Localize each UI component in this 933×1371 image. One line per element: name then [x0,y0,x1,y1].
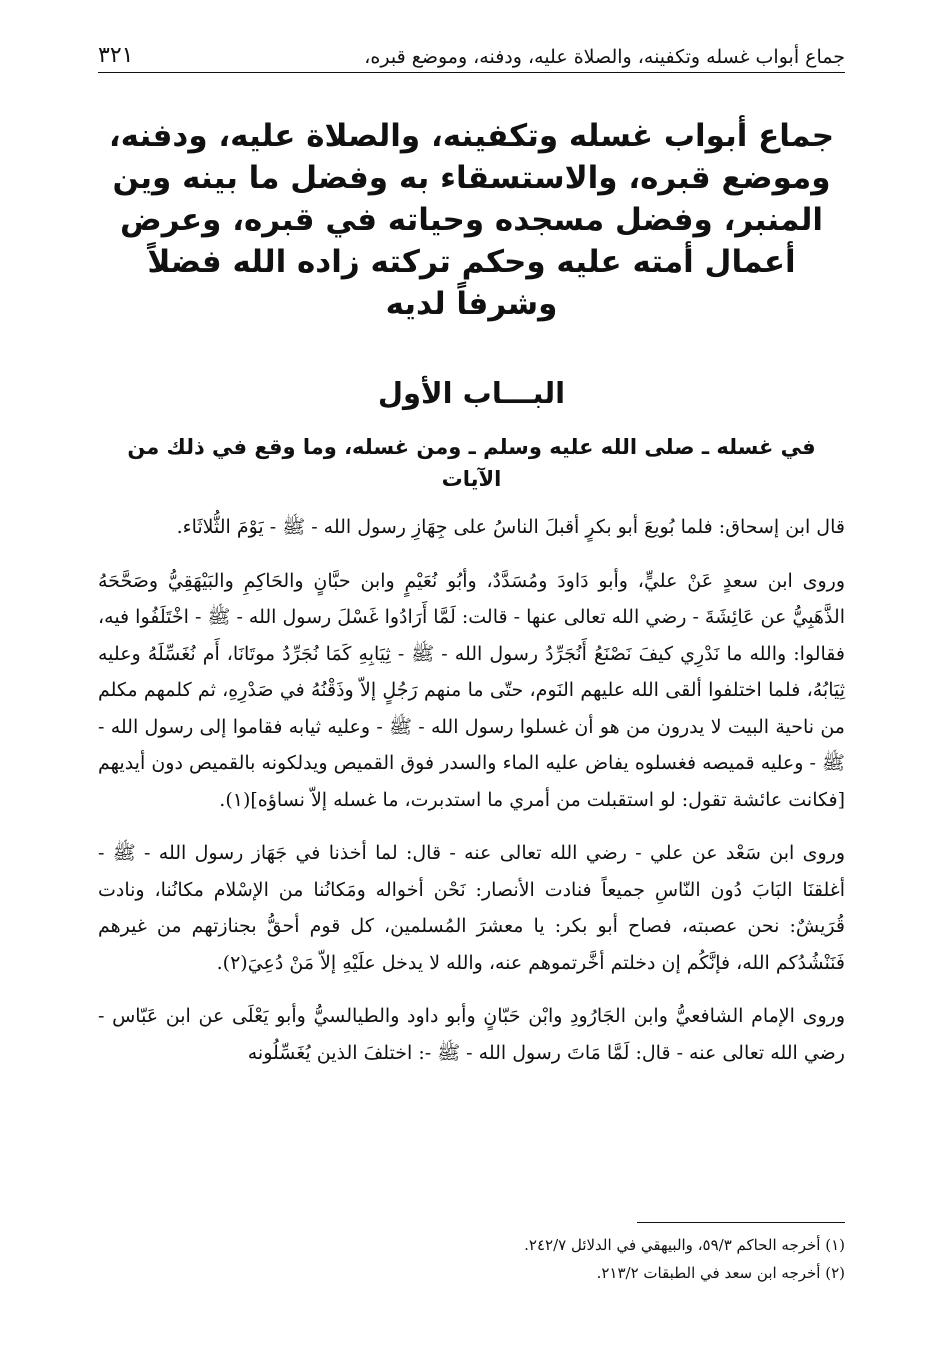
main-title: جماع أبواب غسله وتكفينه، والصلاة عليه، ودفنه، وموضع قبره، والاستسقاء به وفضل ما بينه وين المنبر، وفضل مسجده وحياته في قبره، وعرض أعمال أمته عليه وحكم تركته زاده الله فضلاً وشرفاً لديه [108,118,835,322]
page-number: ٣٢١ [98,43,134,68]
chapter-title: البـــاب الأول [377,376,566,410]
running-header [98,32,845,73]
section-title: في غسله ـ صلى الله عليه وسلم ـ ومن غسله، وما وقع في ذلك من الآيات [127,435,816,491]
paragraph-1: قال ابن إسحاق: فلما بُويعَ أبو بكرٍ أقبلَ الناسُ على جِهَازِ رسول الله - ﷺ - يَوْمَ الثُّلاثَاء. [176,516,845,538]
footnote-2: (٢) أخرجه ابن سعد في الطبقات ٢١٣/٢. [596,1264,845,1282]
running-header-title: جماع أبواب غسله وتكفينه، والصلاة عليه، ودفنه، وموضع قبره، [364,46,845,68]
paragraph-4: وروى الإمام الشافعيُّ وابن الجَارُودِ وابْن حَبّانٍ وأبو داود والطيالسيُّ وأبو يَعْلَى عن ابن عَبّاس - رضي الله تعالى عنه - قال: لَمَّا مَاتَ رسول الله - ﷺ -: اختلفَ الذين يُغَسِّلُونه [98,1005,845,1064]
footnote-divider [637,1222,845,1223]
paragraph-2: وروى ابن سعدٍ عَنْ عليٍّ، وأبو دَاودَ ومُسَدَّدٌ، وأبُو نُعَيْمٍ وابن حبَّانٍ والحَاكِمِ والبَيْهَقِيُّ وصَحَّحَهُ الذَّهَبِيُّ عن عَائِشَةَ - رضي الله تعالى عنها - قالت: لَمَّا أَرَادُوا غَسْلَ رسول الله - ﷺ - اخْتَلَفُوا فيه، فقالوا: والله ما نَدْرِي كيفَ نَصْنَعُ أَنُجَرِّدُ رسول الله - ﷺ - ثِيَابِهِ كَمَا نُجَرِّدُ موتَانَا، أَم نُغَسِّلَهُ وعليه ثِيَابُهُ، فلما اختلفوا ألقى الله عليهم النَوم، حتّى ما منهم رَجُلٍ إلاّ وذَقْنُهُ في صَدْرِهِ، ثم كلمهم مكلم من ناحية البيت لا يدرون من هو أن غسلوا رسول الله - ﷺ - وعليه ثيابه فقاموا إلى رسول الله - ﷺ - وعليه قميصه فغسلوه يفاض عليه الماء والسدر فوق القميص ويدلكونه بالقميص دون أيديهم [فكانت عائشة تقول: لو استقبلت من أمري ما استدبرت، ما غسله إلاّ نساؤه](١). [98,569,845,811]
footnote-1: (١) أخرجه الحاكم ٥٩/٣، والبيهقي في الدلائل ٢٤٢/٧. [524,1236,845,1254]
paragraph-3: وروى ابن سَعْد عن علي - رضي الله تعالى عنه - قال: لما أخذنا في جَهَاز رسول الله - ﷺ - أغلقنَا البَابَ دُون النّاسِ جميعاً فنادت الأنصار: نَحْن أخواله ومَكانُنا من الإسْلام مكانُنا، ونادت قُرَيشٌ: نحن عصبته، فصاح أبو بكر: يا معشرَ المُسلمين، كل قوم أحقُّ بجنازتهم من غيرهم فَنَنْشُدُكم الله، فإنَّكُم إن دخلتم أخَّرتموهم عنه، والله لا يدخل علَيْهِ إلاّ مَنْ دُعِيَ(٢). [98,842,845,974]
footnotes [98,1222,845,1287]
